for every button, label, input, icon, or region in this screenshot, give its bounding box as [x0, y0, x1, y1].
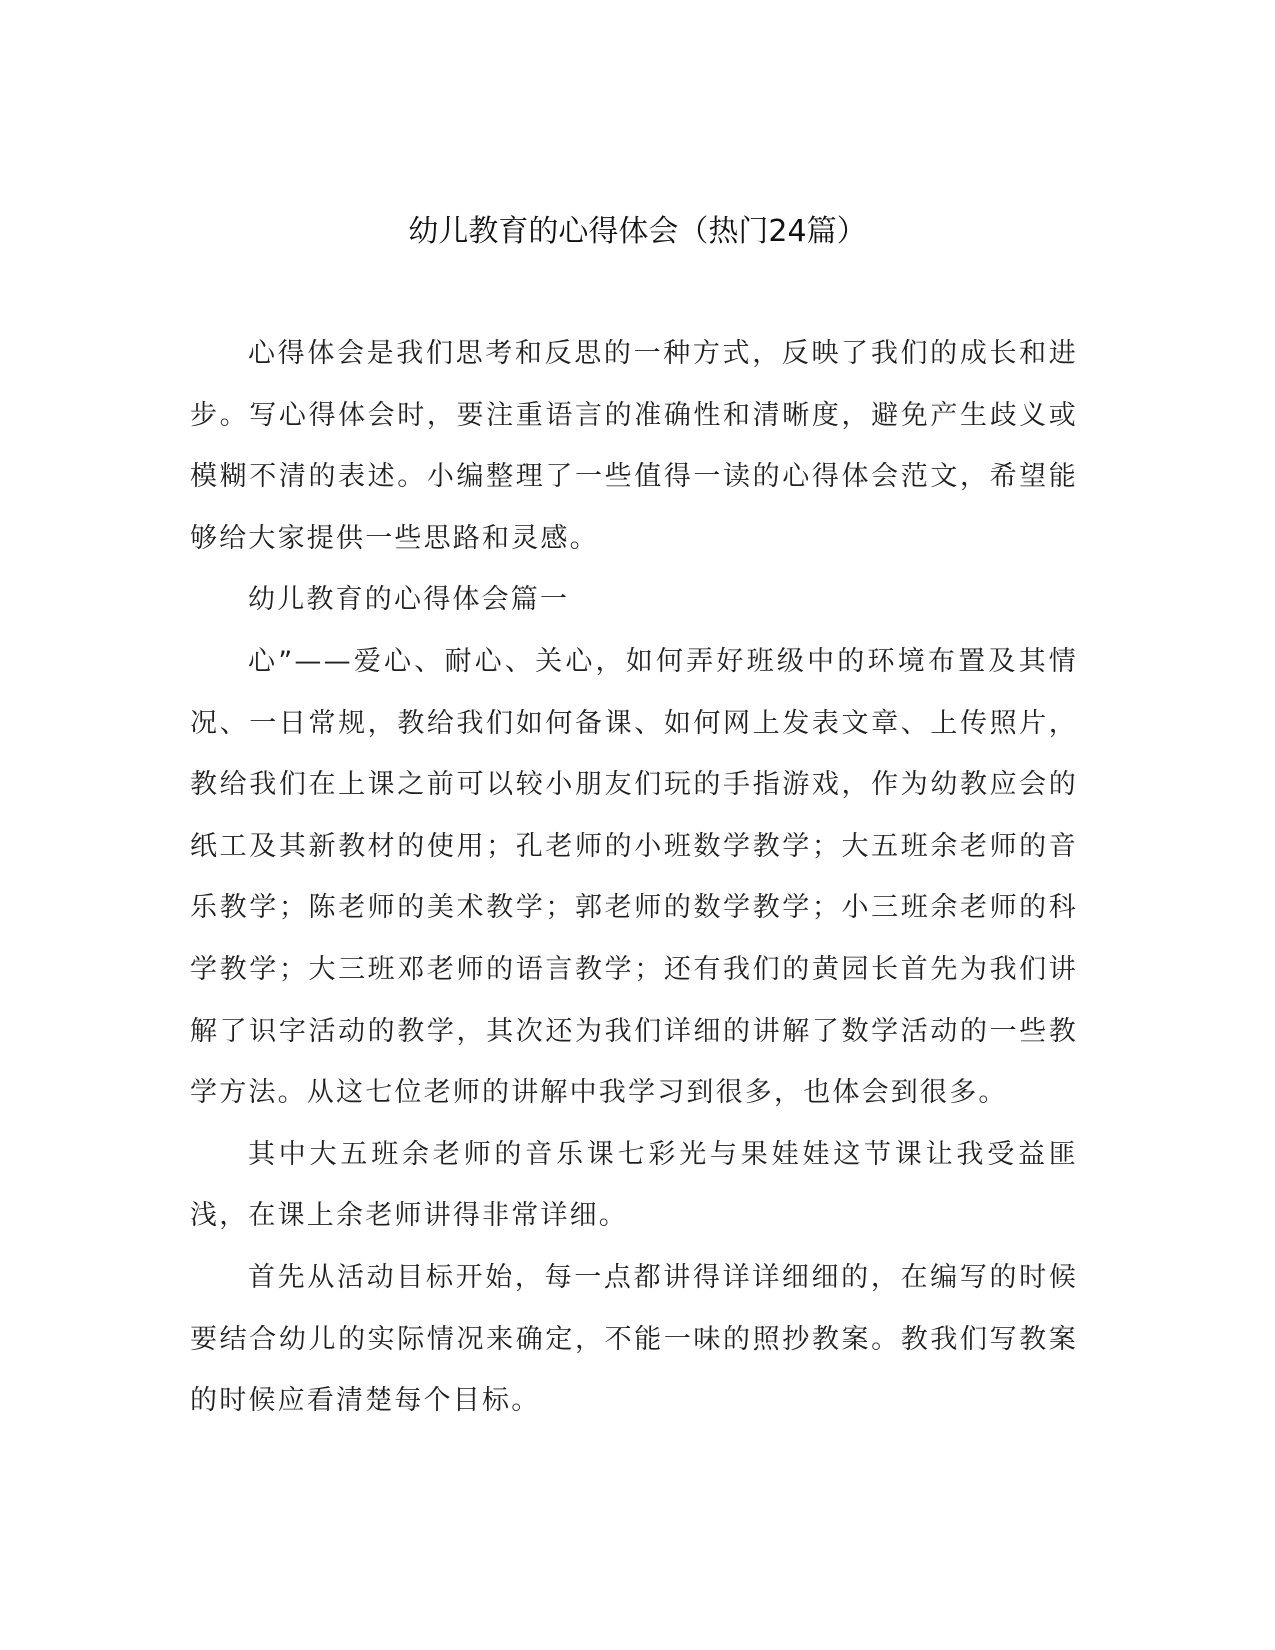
document-title: 幼儿教育的心得体会（热门24篇）	[408, 214, 867, 249]
body-paragraph: 首先从活动目标开始，每一点都讲得详详细细的，在编写的时候要结合幼儿的实际情况来确定，不能一味的照抄教案。教我们写教案的时候应看清楚每个目标。	[190, 1261, 1078, 1417]
intro-paragraph: 心得体会是我们思考和反思的一种方式，反映了我们的成长和进步。写心得体会时，要注重语言的准确性和清晰度，避免产生歧义或模糊不清的表述。小编整理了一些值得一读的心得体会范文，希望能够给大家提供一些思路和灵感。	[190, 338, 1078, 554]
section-heading: 幼儿教育的心得体会篇一	[248, 584, 570, 616]
body-paragraph: 心”——爱心、耐心、关心，如何弄好班级中的环境布置及其情况、一日常规，教给我们如何备课、如何网上发表文章、上传照片，教给我们在上课之前可以较小朋友们玩的手指游戏，作为幼教应会的纸工及其新教材的使用；孔老师的小班数学教学；大五班余老师的音乐教学；陈老师的美术教学；郭老师的数学教学；小三班余老师的科学教学；大三班邓老师的语言教学；还有我们的黄园长首先为我们讲解了识字活动的教学，其次还为我们详细的讲解了数学活动的一些教学方法。从这七位老师的讲解中我学习到很多，也体会到很多。	[190, 645, 1078, 1109]
body-paragraph: 其中大五班余老师的音乐课七彩光与果娃娃这节课让我受益匪浅，在课上余老师讲得非常详细。	[190, 1138, 1078, 1232]
document-body	[190, 323, 1078, 1432]
